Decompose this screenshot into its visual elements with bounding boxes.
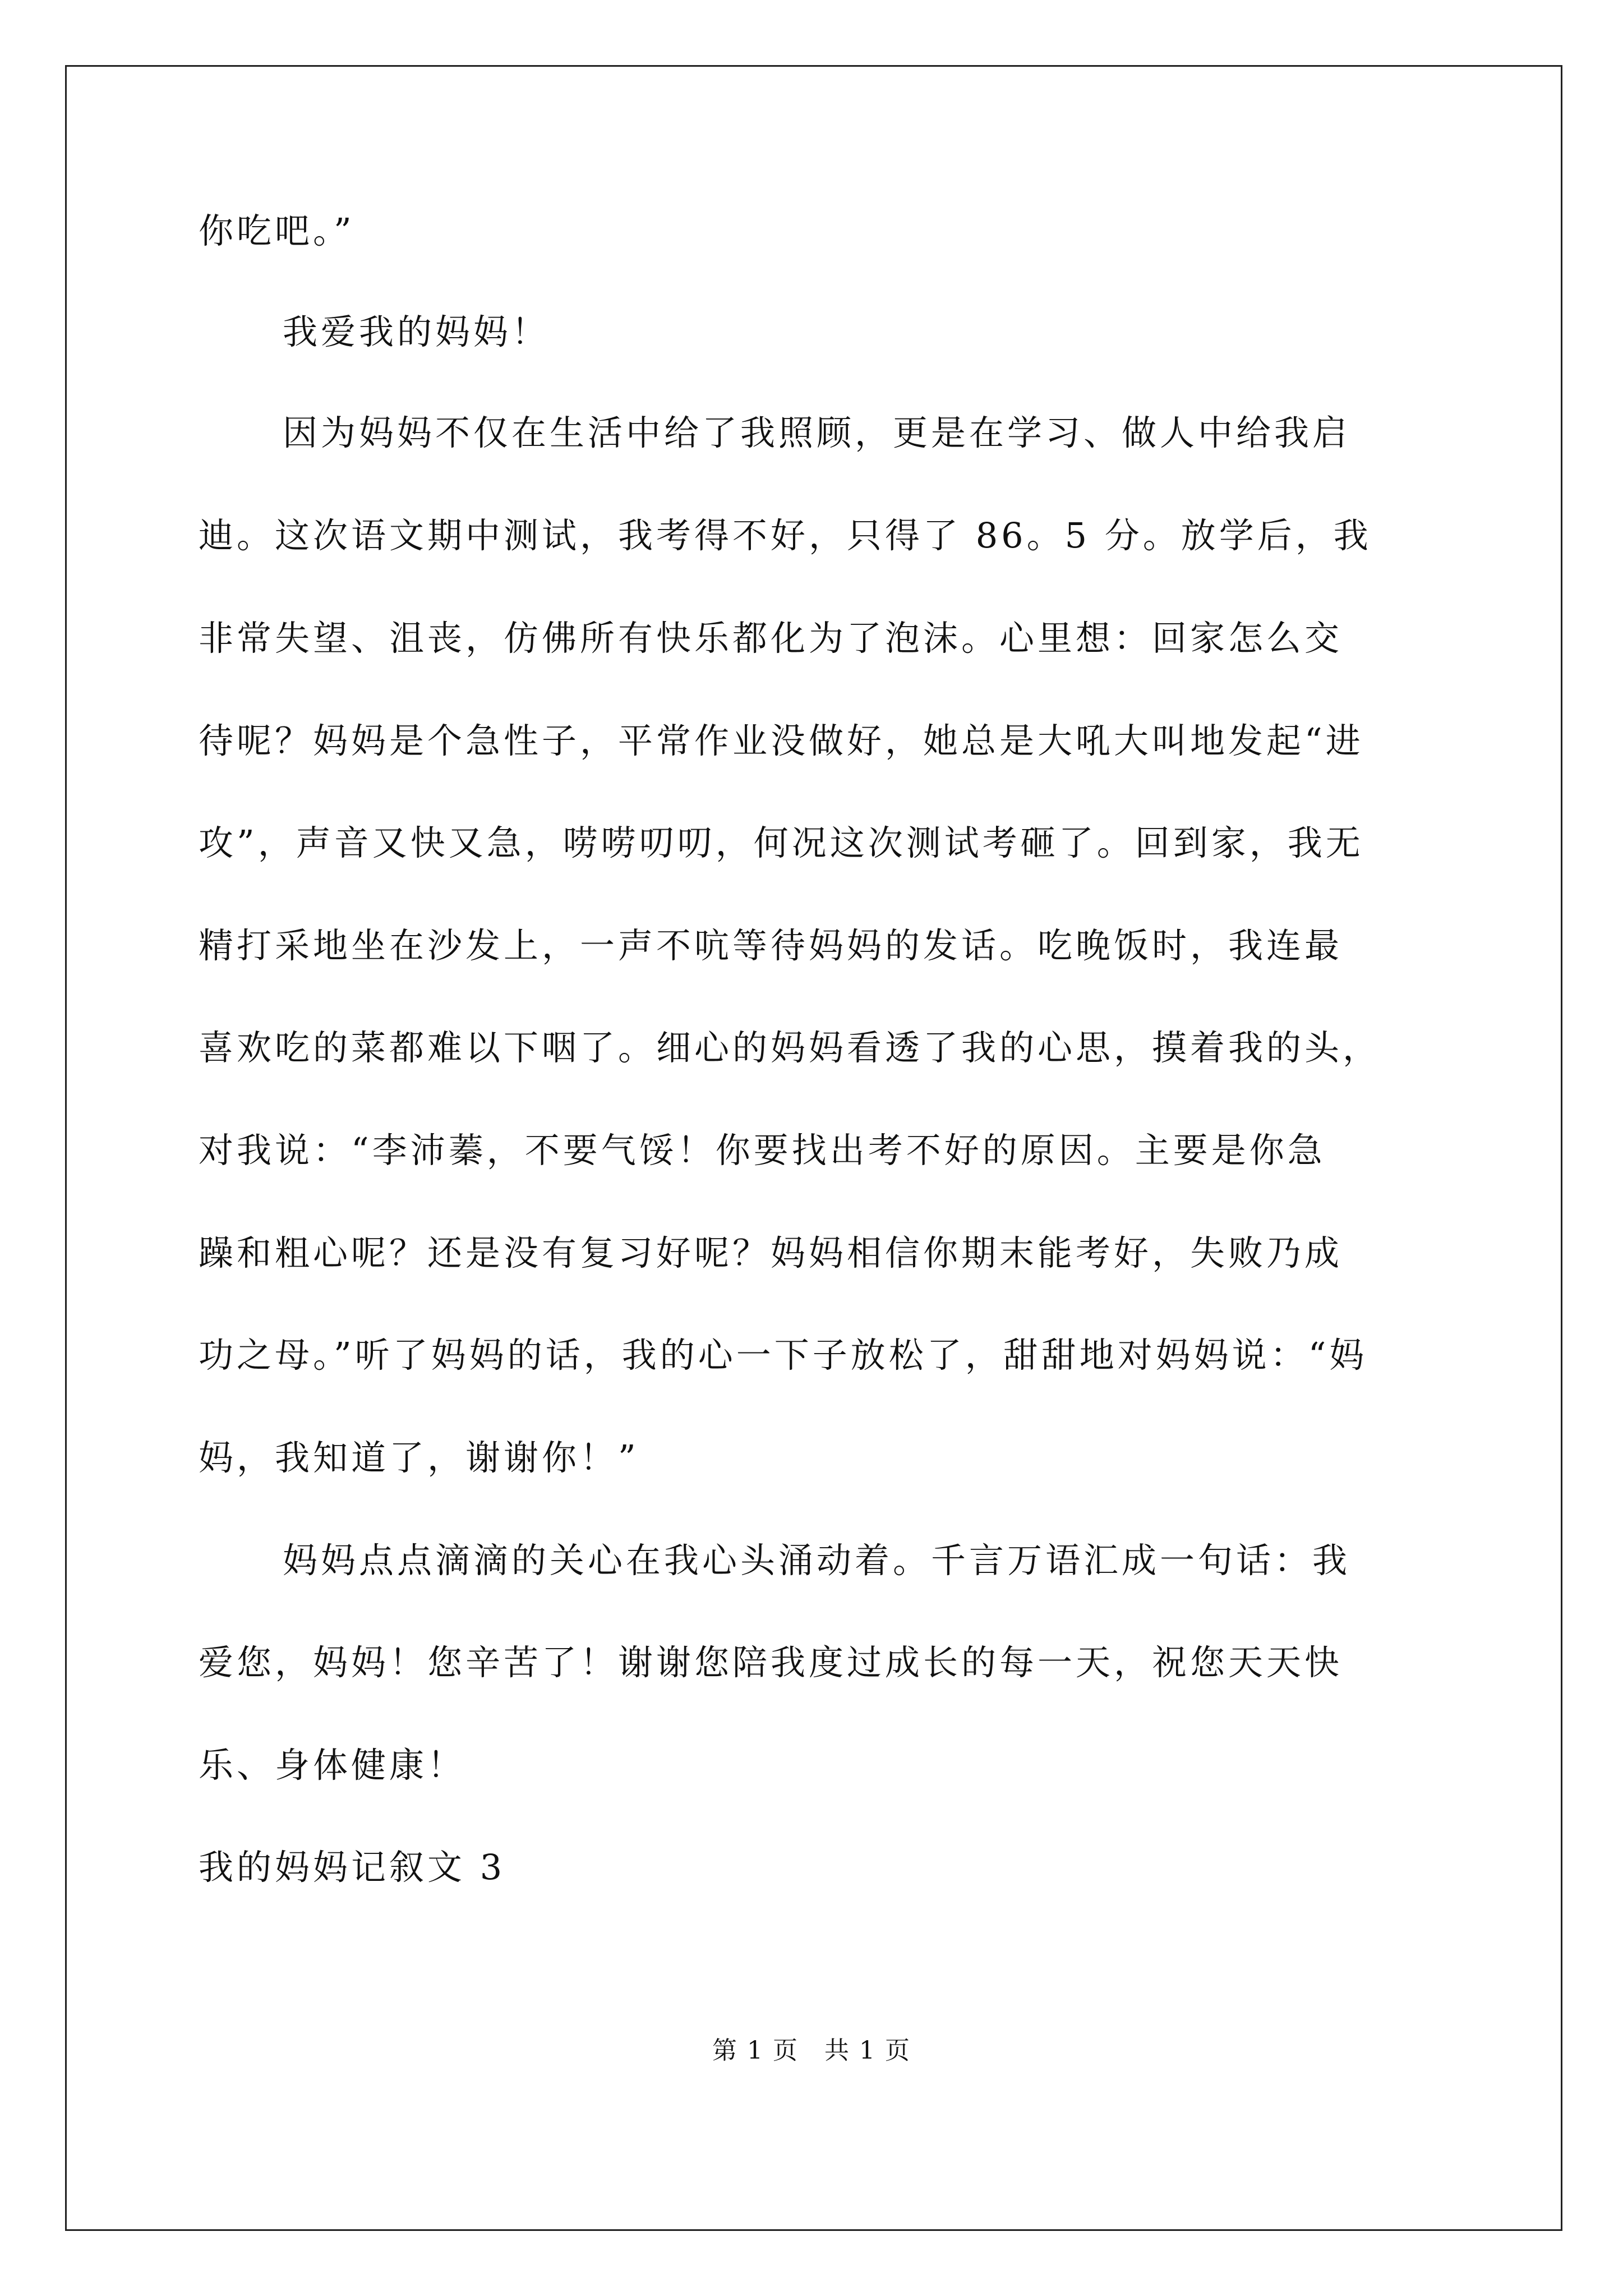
text-line-8: 精打采地坐在沙发上，一声不吭等待妈妈的发话。吃晚饭时，我连最 [199, 925, 1343, 966]
text-line-3: 因为妈妈不仅在生活中给了我照顾，更是在学习、做人中给我启 [283, 412, 1351, 453]
text-line-11: 躁和粗心呢？还是没有复习好呢？妈妈相信你期末能考好，失败乃成 [199, 1232, 1343, 1273]
text-line-14: 妈妈点点滴滴的关心在我心头涌动着。千言万语汇成一句话：我 [283, 1540, 1351, 1581]
text-line-5: 非常失望、沮丧，仿佛所有快乐都化为了泡沫。心里想：回家怎么交 [199, 618, 1343, 659]
text-line-1: 你吃吧。” [199, 210, 355, 251]
text-line-16: 乐、身体健康！ [199, 1745, 466, 1786]
text-line-6: 待呢？妈妈是个急性子，平常作业没做好，她总是大吼大叫地发起“进 [199, 720, 1364, 761]
text-line-13: 妈，我知道了，谢谢你！” [199, 1437, 639, 1478]
text-line-12: 功之母。”听了妈妈的话，我的心一下子放松了，甜甜地对妈妈说：“妈 [199, 1335, 1368, 1375]
text-line-10: 对我说：“李沛蓁，不要气馁！你要找出考不好的原因。主要是你急 [199, 1130, 1326, 1171]
page-number: 第 1 页 共 1 页 [712, 2036, 911, 2065]
section-heading: 我的妈妈记叙文 3 [199, 1847, 506, 1888]
text-line-9: 喜欢吃的菜都难以下咽了。细心的妈妈看透了我的心思，摸着我的头， [199, 1027, 1381, 1068]
text-line-15: 爱您，妈妈！您辛苦了！谢谢您陪我度过成长的每一天，祝您天天快 [199, 1642, 1343, 1683]
text-line-4: 迪。这次语文期中测试，我考得不好，只得了 86。5 分。放学后，我 [199, 515, 1372, 556]
text-line-2: 我爱我的妈妈！ [283, 311, 550, 352]
text-line-7: 攻”，声音又快又急，唠唠叨叨，何况这次测试考砸了。回到家，我无 [199, 822, 1364, 863]
